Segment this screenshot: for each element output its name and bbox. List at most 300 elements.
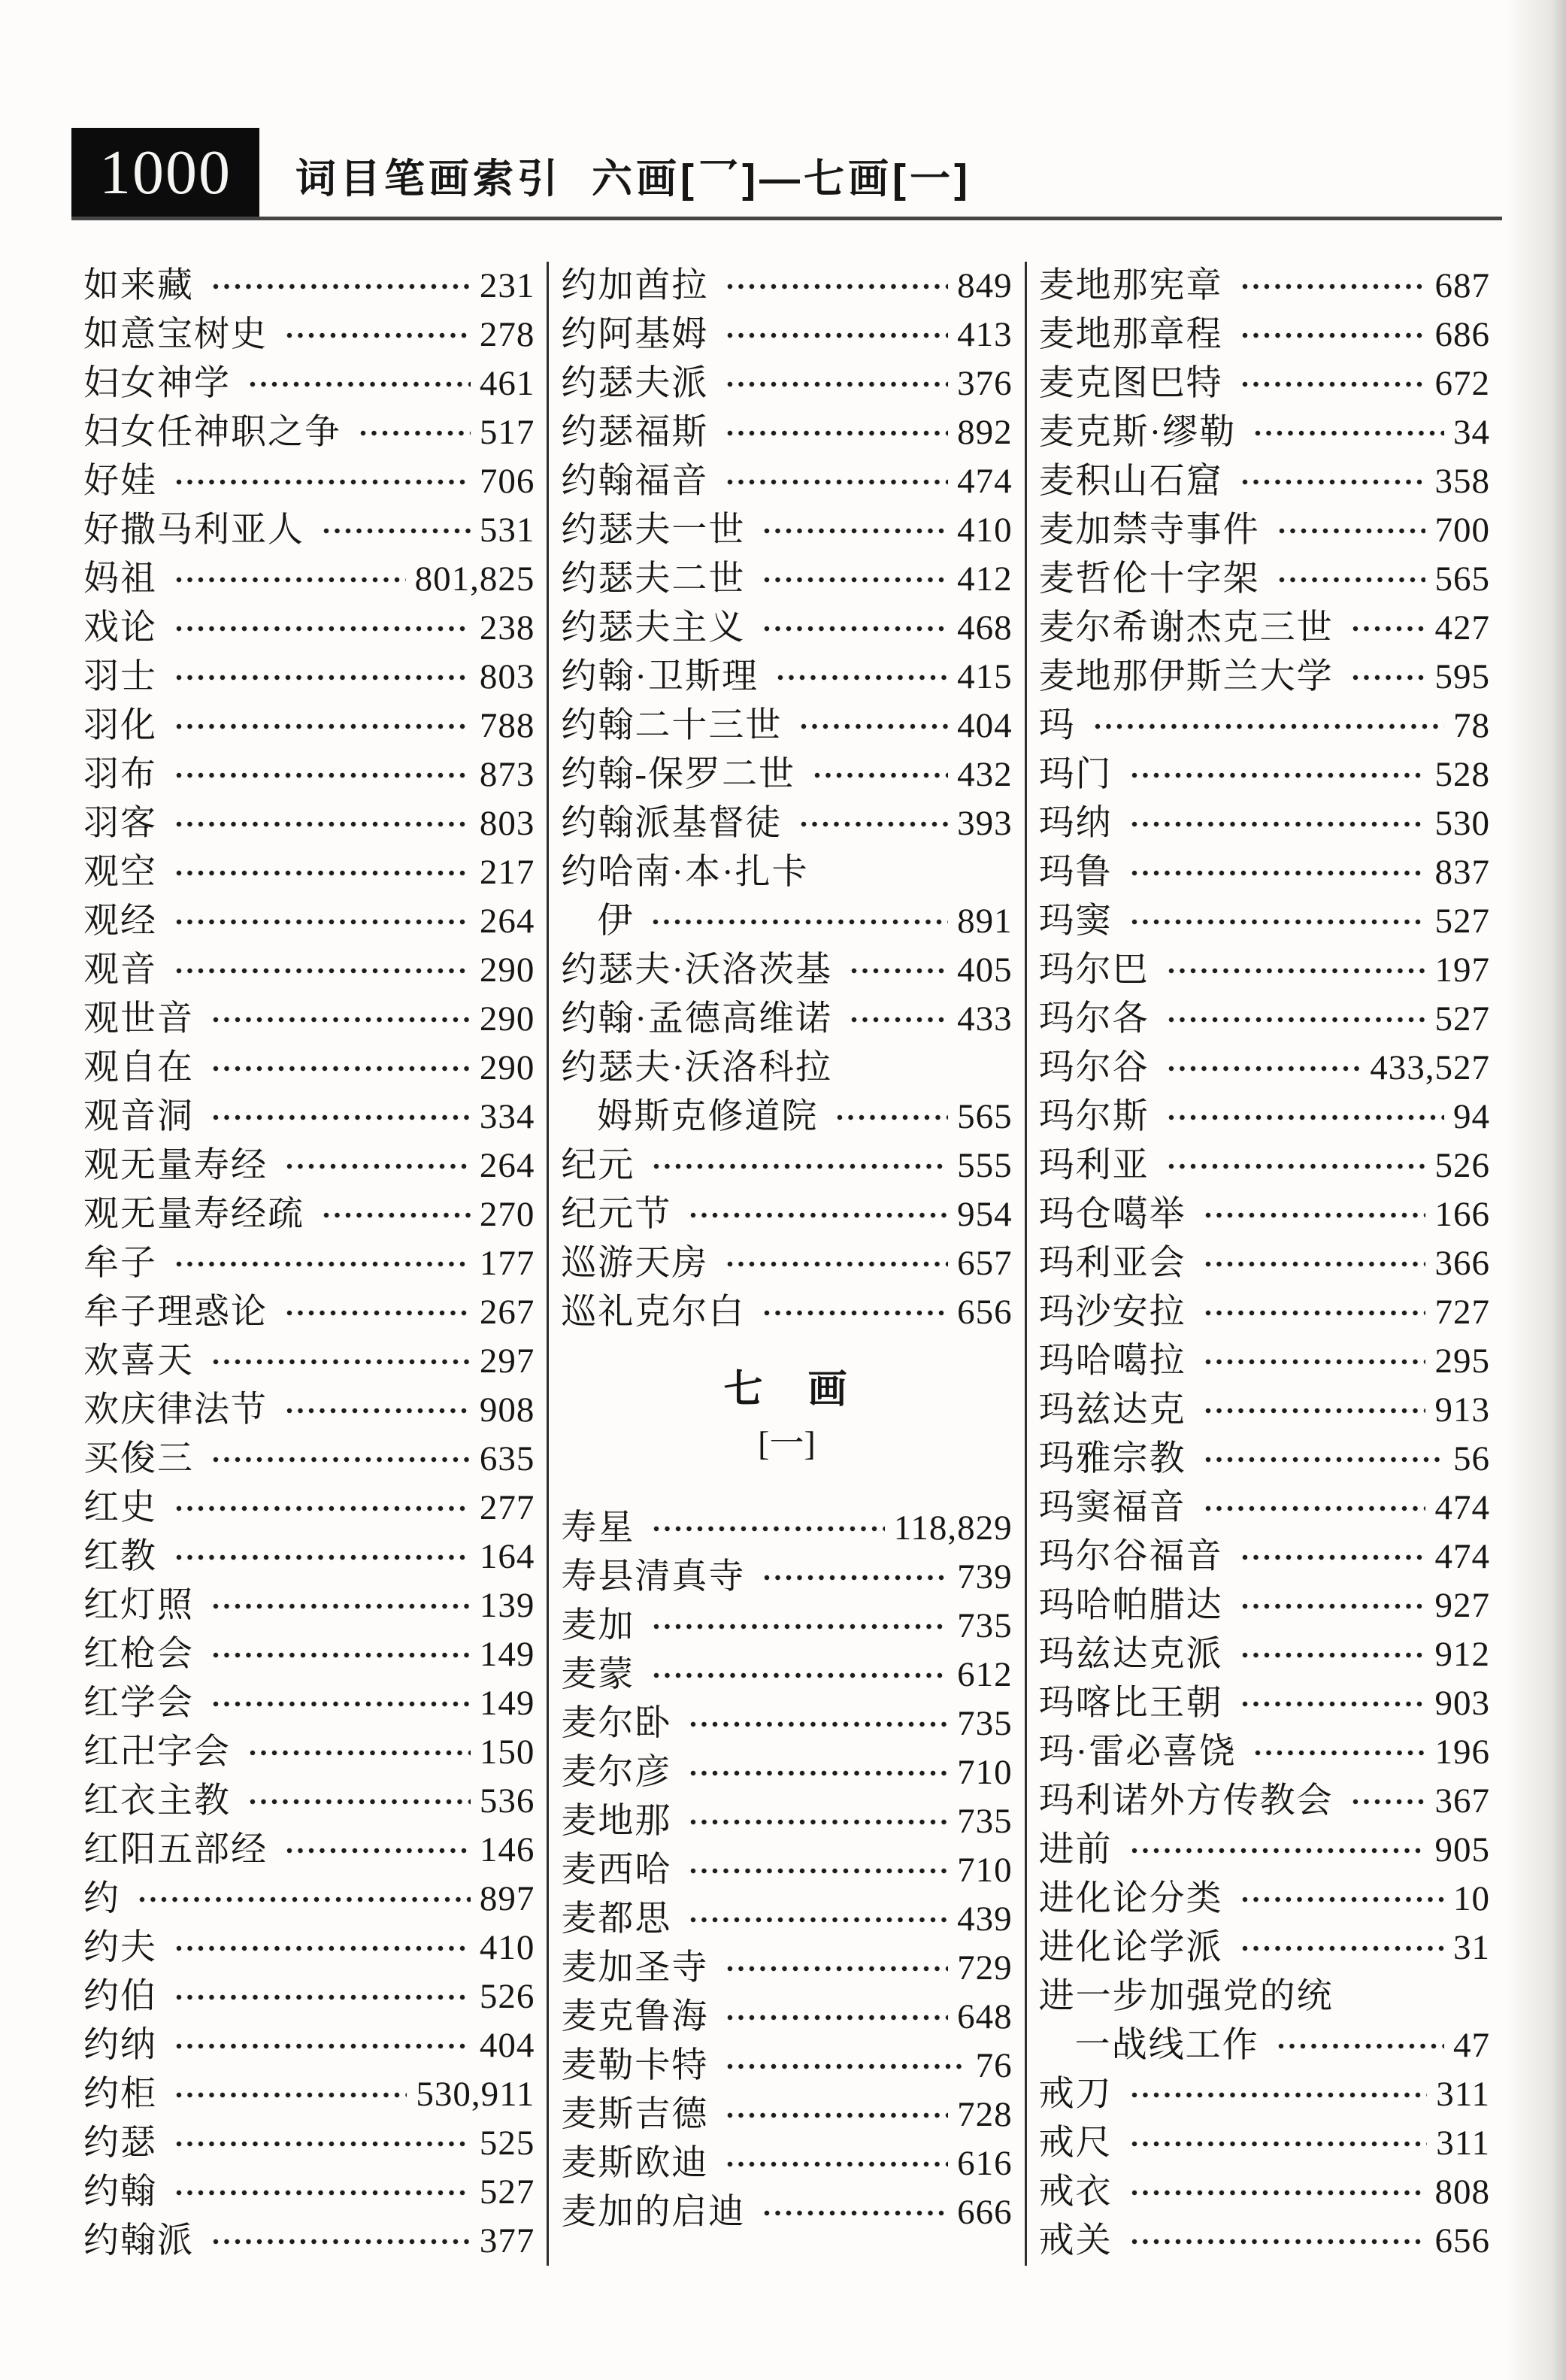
entry-page-number: 56 <box>1452 1439 1490 1478</box>
entry-page-number: 729 <box>957 1948 1013 1987</box>
dot-leader <box>175 1993 471 2001</box>
dot-leader <box>726 283 948 290</box>
dot-leader <box>763 527 948 535</box>
entry-term: 约哈南·本·扎卡 <box>561 853 809 892</box>
entry-page-number: 118,829 <box>893 1508 1013 1548</box>
entry-page-number: 905 <box>1434 1830 1490 1869</box>
entry-term: 麦斯欧迪 <box>561 2144 709 2183</box>
dot-leader <box>1204 1407 1426 1414</box>
entry-term: 玛兹达克 <box>1038 1390 1186 1430</box>
index-entry <box>83 1484 535 1533</box>
dot-leader <box>1204 1309 1426 1317</box>
dot-leader <box>689 1916 948 1924</box>
index-entry <box>83 2070 535 2119</box>
dot-leader <box>286 1847 471 1854</box>
index-entry <box>561 1044 1012 1093</box>
page-number-badge <box>71 128 259 217</box>
dot-leader <box>175 576 406 584</box>
dot-leader <box>1131 918 1426 926</box>
dot-leader <box>212 1456 471 1463</box>
index-entry <box>561 2042 1012 2090</box>
entry-term: 约纳 <box>83 2026 157 2065</box>
index-entry <box>561 750 1012 799</box>
entry-term: 戒刀 <box>1038 2075 1113 2114</box>
dot-leader <box>249 1749 471 1757</box>
index-entry <box>1039 1875 1490 1924</box>
index-entry <box>83 1337 535 1386</box>
index-entry <box>1039 1777 1490 1826</box>
dot-leader <box>212 1700 471 1708</box>
entry-page-number: 377 <box>479 2221 535 2260</box>
entry-page-number: 474 <box>1434 1537 1490 1576</box>
entry-page-number: 739 <box>957 1557 1013 1596</box>
dot-leader <box>175 2042 471 2050</box>
entry-term: 约 <box>83 1879 120 1918</box>
entry-term: 玛 <box>1038 706 1076 745</box>
index-entry <box>83 1924 535 1972</box>
dot-leader <box>175 1260 471 1268</box>
dot-leader <box>1352 674 1426 681</box>
entry-page-number: 735 <box>957 1704 1013 1743</box>
entry-term: 进前 <box>1038 1830 1113 1869</box>
index-entry <box>83 1777 535 1826</box>
index-entry <box>83 262 535 311</box>
dot-leader <box>653 1525 884 1533</box>
index-entry <box>561 799 1012 848</box>
index-entry <box>83 359 535 408</box>
dot-leader <box>175 772 471 779</box>
dot-leader <box>212 1602 471 1610</box>
entry-page-number: 468 <box>957 608 1013 647</box>
dot-leader <box>1241 478 1426 486</box>
dot-leader <box>175 625 471 632</box>
index-entry <box>1039 2217 1490 2266</box>
dot-leader <box>763 576 948 584</box>
index-entry <box>83 1826 535 1875</box>
entry-page-number: 525 <box>479 2124 535 2163</box>
index-entry <box>83 1581 535 1630</box>
entry-page-number: 404 <box>957 706 1013 745</box>
dot-leader <box>1131 2140 1428 2148</box>
index-entry <box>561 1239 1012 1288</box>
entry-page-number: 433,527 <box>1370 1048 1490 1087</box>
entry-term: 戏论 <box>83 608 157 647</box>
dot-leader <box>652 918 948 926</box>
stroke-section-heading: 七 画 <box>723 1368 850 1411</box>
dot-leader <box>1278 527 1426 535</box>
entry-term: 玛利诺外方传教会 <box>1038 1781 1334 1821</box>
index-entry <box>83 702 535 750</box>
entry-page-number: 700 <box>1434 511 1490 550</box>
entry-term: 红阳五部经 <box>83 1830 268 1869</box>
index-entry <box>561 1602 1012 1651</box>
dot-leader <box>323 1211 471 1219</box>
entry-page-number: 849 <box>957 266 1013 305</box>
entry-term: 观自在 <box>83 1048 194 1087</box>
index-entry <box>1039 2070 1490 2119</box>
entry-term: 麦积山石窟 <box>1038 462 1223 501</box>
index-entry <box>1039 2168 1490 2217</box>
entry-term: 玛雅宗教 <box>1038 1439 1186 1478</box>
entry-page-number: 954 <box>957 1195 1013 1234</box>
index-entry <box>83 799 535 848</box>
dot-leader <box>800 820 948 828</box>
entry-page-number: 517 <box>479 413 535 452</box>
entry-page-number: 657 <box>957 1244 1013 1283</box>
entry-term: 观音 <box>83 950 157 990</box>
entry-term: 约瑟 <box>83 2124 157 2163</box>
entry-term: 约瑟夫一世 <box>561 511 746 550</box>
index-entry <box>83 1728 535 1777</box>
index-title: 词目笔画索引 <box>295 156 562 202</box>
dot-leader <box>653 1672 948 1679</box>
index-entry <box>1039 750 1490 799</box>
entry-term: 麦地那伊斯兰大学 <box>1038 657 1334 696</box>
dot-leader <box>249 380 471 388</box>
index-entry <box>83 2021 535 2070</box>
index-column-2 <box>547 262 1024 2266</box>
entry-term: 麦哲伦十字架 <box>1038 559 1260 599</box>
dot-leader <box>1278 576 1426 584</box>
entry-page-number: 526 <box>1434 1146 1490 1185</box>
index-entry <box>561 408 1012 457</box>
index-entry <box>1039 1435 1490 1484</box>
index-entry <box>561 702 1012 750</box>
dot-leader <box>212 2238 471 2245</box>
entry-page-number: 31 <box>1452 1928 1490 1967</box>
entry-page-number: 474 <box>957 462 1013 501</box>
index-entry <box>561 2139 1012 2188</box>
dot-leader <box>212 1651 471 1659</box>
dot-leader <box>1241 1700 1426 1708</box>
index-entry <box>83 1630 535 1679</box>
entry-term: 麦地那章程 <box>1038 315 1223 354</box>
index-entry <box>1039 1044 1490 1093</box>
dot-leader <box>1168 1114 1444 1121</box>
index-body <box>71 262 1502 2266</box>
entry-page-number: 197 <box>1434 950 1490 990</box>
entry-page-number: 527 <box>1434 902 1490 941</box>
entry-term: 进一步加强党的统 <box>1038 1977 1334 2016</box>
entry-page-number: 277 <box>479 1488 535 1527</box>
entry-term: 约瑟夫二世 <box>561 559 746 599</box>
entry-term: 戒衣 <box>1038 2172 1113 2212</box>
entry-term: 寿星 <box>561 1508 635 1548</box>
dot-leader <box>286 1163 471 1170</box>
dot-leader <box>212 1358 471 1366</box>
entry-page-number: 656 <box>1434 2221 1490 2260</box>
index-entry <box>1039 995 1490 1044</box>
index-entry <box>561 1993 1012 2042</box>
entry-term: 巡礼克尔白 <box>561 1293 746 1332</box>
dot-leader <box>1094 723 1444 730</box>
index-entry <box>561 653 1012 702</box>
entry-page-number: 393 <box>957 804 1013 843</box>
index-entry <box>561 359 1012 408</box>
entry-page-number: 47 <box>1452 2026 1490 2065</box>
dot-leader <box>175 967 471 975</box>
entry-term: 玛兹达克派 <box>1038 1635 1223 1674</box>
entry-term: 麦尔彦 <box>561 1753 672 1792</box>
dot-leader <box>1241 1945 1444 1952</box>
dot-leader <box>689 1818 948 1826</box>
dot-leader <box>175 674 471 681</box>
index-entry <box>83 2168 535 2217</box>
entry-term: 约翰·孟德高维诺 <box>561 999 832 1038</box>
page-edge-shadow <box>1506 0 1566 2380</box>
entry-term: 玛沙安拉 <box>1038 1293 1186 1332</box>
entry-term: 约伯 <box>83 1977 157 2016</box>
entry-term: 约瑟福斯 <box>561 413 709 452</box>
entry-term: 妇女神学 <box>83 364 231 403</box>
entry-term: 约翰 <box>83 2172 157 2212</box>
dot-leader <box>850 1016 948 1023</box>
entry-page-number: 94 <box>1452 1097 1490 1136</box>
dot-leader <box>777 674 948 681</box>
dot-leader <box>1254 1749 1425 1757</box>
entry-page-number: 612 <box>957 1655 1013 1694</box>
entry-term: 约翰·卫斯理 <box>561 657 759 696</box>
index-entry <box>83 2119 535 2168</box>
entry-term: 麦加的启迪 <box>561 2193 746 2232</box>
entry-term: 约瑟夫·沃洛茨基 <box>561 950 832 990</box>
page-header <box>71 128 1502 220</box>
dot-leader <box>212 1065 471 1072</box>
dot-leader <box>1204 1211 1426 1219</box>
entry-term: 玛门 <box>1038 755 1113 794</box>
entry-term: 麦都思 <box>561 1899 672 1939</box>
dot-leader <box>1254 429 1444 437</box>
entry-term: 戒关 <box>1038 2221 1113 2260</box>
entry-term: 羽化 <box>83 706 157 745</box>
entry-term: 戒尺 <box>1038 2124 1113 2163</box>
entry-term: 玛利亚 <box>1038 1146 1150 1185</box>
entry-term: 麦斯吉德 <box>561 2095 709 2134</box>
index-entry <box>1039 1728 1490 1777</box>
entry-term: 麦加禁寺事件 <box>1038 511 1260 550</box>
dot-leader <box>1131 2189 1426 2197</box>
entry-term: 玛纳 <box>1038 804 1113 843</box>
entry-page-number: 10 <box>1452 1879 1490 1918</box>
entry-page-number: 565 <box>1434 559 1490 599</box>
entry-term: 红教 <box>83 1537 157 1576</box>
entry-page-number: 76 <box>975 2046 1013 2085</box>
entry-page-number: 334 <box>479 1097 535 1136</box>
dot-leader <box>1204 1505 1426 1512</box>
entry-term: 观无量寿经 <box>83 1146 268 1185</box>
index-entry <box>1039 555 1490 604</box>
entry-term: 约加酋拉 <box>561 266 709 305</box>
entry-term: 红卍字会 <box>83 1733 231 1772</box>
dot-leader <box>1241 332 1426 339</box>
entry-page-number: 427 <box>1434 608 1490 647</box>
dot-leader <box>1204 1358 1426 1366</box>
dot-leader <box>286 1309 471 1317</box>
dot-leader <box>726 1260 948 1268</box>
index-entry <box>561 1944 1012 1993</box>
entry-page-number: 290 <box>479 999 535 1038</box>
dot-leader <box>1241 1896 1444 1903</box>
entry-term: 红学会 <box>83 1684 194 1723</box>
entry-term: 麦蒙 <box>561 1655 635 1694</box>
entry-term: 麦地那 <box>561 1802 672 1841</box>
entry-term: 观经 <box>83 902 157 941</box>
entry-page-number: 565 <box>957 1097 1013 1136</box>
dot-leader <box>726 332 948 339</box>
entry-term: 玛尔巴 <box>1038 950 1150 990</box>
entry-page-number: 166 <box>1434 1195 1490 1234</box>
index-entry <box>561 1846 1012 1895</box>
entry-term: 好娃 <box>83 462 157 501</box>
entry-term: 一战线工作 <box>1074 2026 1259 2065</box>
entry-term: 麦尔卧 <box>561 1704 672 1743</box>
entry-page-number: 146 <box>479 1830 535 1869</box>
entry-term: 麦西哈 <box>561 1851 672 1890</box>
dot-leader <box>726 380 948 388</box>
index-entry <box>561 1553 1012 1602</box>
entry-page-number: 526 <box>479 1977 535 2016</box>
entry-term: 约翰派 <box>83 2221 194 2260</box>
index-entry <box>1039 1093 1490 1141</box>
entry-page-number: 530 <box>1434 804 1490 843</box>
entry-page-number: 413 <box>957 315 1013 354</box>
index-entry <box>1039 1288 1490 1337</box>
dot-leader <box>763 1574 948 1581</box>
entry-page-number: 432 <box>957 755 1013 794</box>
dot-leader <box>726 2160 948 2168</box>
index-entry <box>83 750 535 799</box>
dot-leader <box>1277 2042 1444 2050</box>
entry-term: 玛尔谷 <box>1038 1048 1150 1087</box>
index-entry <box>1039 1484 1490 1533</box>
entry-page-number: 264 <box>479 902 535 941</box>
entry-page-number: 177 <box>479 1244 535 1283</box>
entry-page-number: 278 <box>479 315 535 354</box>
dot-leader <box>689 1211 948 1219</box>
dot-leader <box>850 967 948 975</box>
entry-page-number: 648 <box>957 1997 1013 2036</box>
index-entry <box>561 1093 1012 1141</box>
dot-leader <box>212 1016 471 1023</box>
dot-leader <box>653 1163 948 1170</box>
entry-page-number: 531 <box>479 511 535 550</box>
entry-term: 纪元节 <box>561 1195 672 1234</box>
entry-term: 羽士 <box>83 657 157 696</box>
index-entry <box>1039 408 1490 457</box>
entry-page-number: 311 <box>1436 2124 1490 2163</box>
entry-page-number: 412 <box>957 559 1013 599</box>
dot-leader <box>175 1554 471 1561</box>
entry-page-number: 311 <box>1436 2075 1490 2114</box>
entry-term: 约翰派基督徒 <box>561 804 783 843</box>
dot-leader <box>763 625 948 632</box>
dot-leader <box>1131 1847 1426 1854</box>
index-entry <box>83 946 535 995</box>
entry-term: 麦加 <box>561 1606 635 1645</box>
entry-term: 玛利亚会 <box>1038 1244 1186 1283</box>
dot-leader <box>138 1896 471 1903</box>
dot-leader <box>1241 380 1426 388</box>
entry-term: 纪元 <box>561 1146 635 1185</box>
index-entry <box>1039 359 1490 408</box>
index-entry <box>1039 799 1490 848</box>
entry-page-number: 149 <box>479 1635 535 1674</box>
entry-term: 欢庆律法节 <box>83 1390 268 1430</box>
index-entry <box>1039 2021 1490 2070</box>
entry-term: 麦勒卡特 <box>561 2046 709 2085</box>
entry-page-number: 801,825 <box>414 559 535 599</box>
entry-term: 麦克鲁海 <box>561 1997 709 2036</box>
entry-term: 玛喀比王朝 <box>1038 1684 1223 1723</box>
dot-leader <box>800 723 948 730</box>
index-entry <box>561 1797 1012 1846</box>
entry-page-number: 405 <box>957 950 1013 990</box>
dot-leader <box>359 429 471 437</box>
entry-term: 买俊三 <box>83 1439 194 1478</box>
entry-term: 羽客 <box>83 804 157 843</box>
index-entry <box>83 1288 535 1337</box>
dot-leader <box>1241 1602 1426 1610</box>
entry-page-number: 530,911 <box>416 2075 535 2114</box>
entry-term: 观世音 <box>83 999 194 1038</box>
dot-leader <box>689 1769 948 1777</box>
index-entry <box>1039 702 1490 750</box>
entry-page-number: 376 <box>957 364 1013 403</box>
index-entry <box>83 1386 535 1435</box>
index-entry <box>83 995 535 1044</box>
entry-term: 巡游天房 <box>561 1244 709 1283</box>
stroke-range: 六画[乛]—七画[一] <box>592 156 971 202</box>
index-entry <box>83 1972 535 2021</box>
entry-term: 约瑟夫主义 <box>561 608 746 647</box>
index-entry <box>83 1141 535 1190</box>
entry-page-number: 238 <box>479 608 535 647</box>
index-entry <box>561 555 1012 604</box>
index-entry <box>1039 262 1490 311</box>
entry-page-number: 217 <box>479 853 535 892</box>
dot-leader <box>689 1867 948 1875</box>
entry-page-number: 527 <box>479 2172 535 2212</box>
entry-page-number: 913 <box>1434 1390 1490 1430</box>
entry-term: 玛鲁 <box>1038 853 1113 892</box>
entry-page-number: 264 <box>479 1146 535 1185</box>
entry-term: 观音洞 <box>83 1097 194 1136</box>
entry-page-number: 290 <box>479 950 535 990</box>
index-entry <box>83 506 535 555</box>
index-entry <box>83 1533 535 1581</box>
index-entry <box>1039 1141 1490 1190</box>
dot-leader <box>1131 820 1426 828</box>
entry-term: 姆斯克修道院 <box>597 1097 819 1136</box>
dot-leader <box>286 332 471 339</box>
entry-page-number: 474 <box>1434 1488 1490 1527</box>
dot-leader <box>1168 1065 1362 1072</box>
dot-leader <box>1352 1798 1426 1805</box>
dot-leader <box>175 918 471 926</box>
dot-leader <box>813 772 948 779</box>
entry-term: 约瑟夫派 <box>561 364 709 403</box>
entry-page-number: 555 <box>957 1146 1013 1185</box>
entry-page-number: 461 <box>479 364 535 403</box>
entry-page-number: 528 <box>1434 755 1490 794</box>
entry-page-number: 78 <box>1452 706 1490 745</box>
index-entry <box>1039 1337 1490 1386</box>
index-entry <box>561 1141 1012 1190</box>
index-entry <box>1039 1533 1490 1581</box>
index-entry <box>83 457 535 506</box>
page-number: 1000 <box>99 137 232 208</box>
entry-term: 红灯照 <box>83 1586 194 1625</box>
